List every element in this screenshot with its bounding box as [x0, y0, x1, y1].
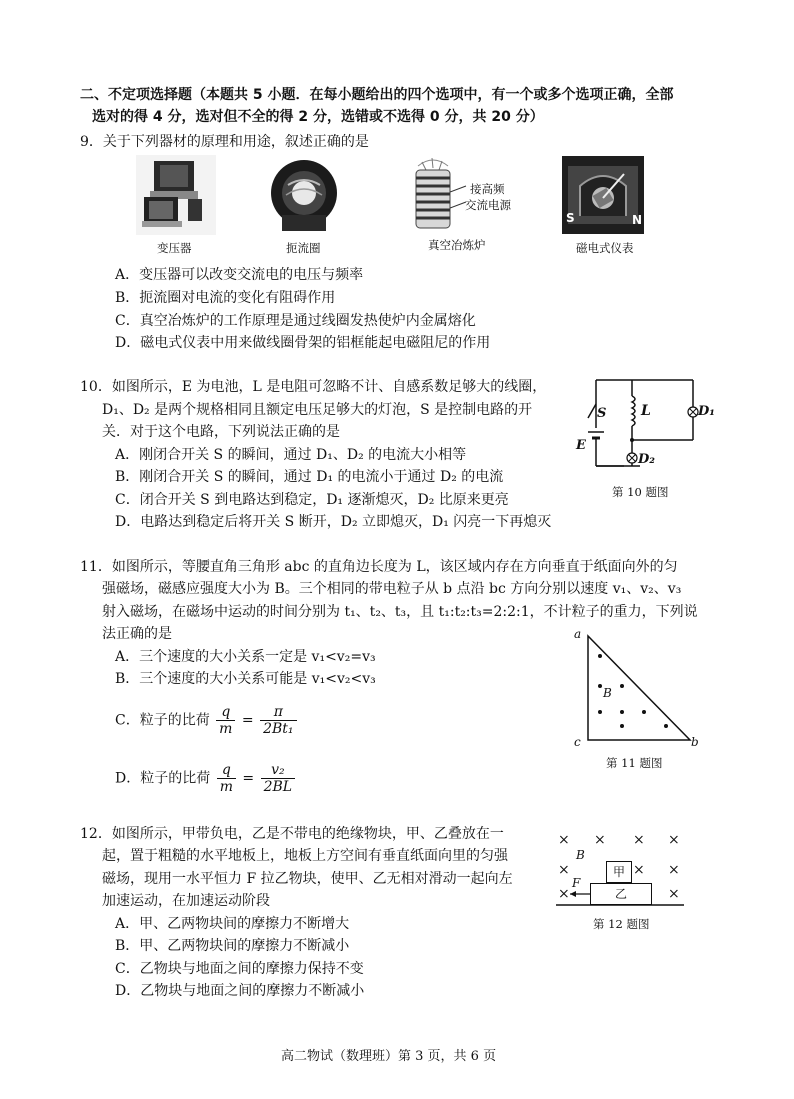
q9-option-a: A．变压器可以改变交流电的电压与频率	[115, 267, 364, 283]
force-label-f: F	[572, 876, 581, 890]
q12-option-c: C．乙物块与地面之间的摩擦力保持不变	[115, 961, 364, 977]
block-yi: 乙	[590, 883, 652, 905]
q10-option-d: D．电路达到稳定后将开关 S 断开，D₂ 立即熄灭，D₁ 闪亮一下再熄灭	[115, 514, 552, 530]
q9-option-c: C．真空冶炼炉的工作原理是通过线圈发热使炉内金属熔化	[115, 313, 476, 329]
meter-pole-s: S	[566, 211, 575, 225]
q11-option-d-eq: =	[242, 770, 255, 787]
q11-stem-line4: 法正确的是	[102, 626, 172, 642]
field-cross-icon: ×	[668, 862, 680, 878]
triangle-vertex-b: b	[691, 735, 699, 749]
triangle-vertex-c: c	[574, 735, 581, 749]
triangle-diagram	[570, 628, 710, 754]
circuit-label-s: S	[597, 406, 607, 421]
meter-caption: 磁电式仪表	[576, 241, 634, 255]
furnace-wire-icon	[450, 184, 470, 214]
q11-option-c-lhs: $\frac{q}{m}$	[216, 704, 235, 737]
q12-stem-line2: 起，置于粗糙的水平地板上，地板上方空间有垂直纸面向里的匀强	[102, 848, 508, 864]
q11-option-a: A．三个速度的大小关系一定是 v₁<v₂=v₃	[115, 649, 376, 665]
force-arrow-icon	[556, 888, 696, 908]
q11-option-c-eq: =	[241, 712, 254, 729]
circuit-label-d2: D₂	[638, 452, 655, 467]
triangle-field-b: B	[603, 686, 612, 700]
q12-stem-line3: 磁场，现用一水平恒力 F 拉乙物块，使甲、乙无相对滑动一起向左	[102, 871, 513, 887]
q12-stem-line4: 加速运动，在加速运动阶段	[102, 893, 270, 909]
field-cross-icon: ×	[558, 886, 570, 902]
q10-option-a: A．刚闭合开关 S 的瞬间，通过 D₁、D₂ 的电流大小相等	[115, 447, 467, 463]
choke-image	[268, 155, 340, 235]
furnace-note-line2: 交流电源	[465, 198, 511, 212]
q12-option-b: B．甲、乙两物块间的摩擦力不断减小	[115, 938, 350, 954]
magnetic-field-diagram	[556, 832, 696, 912]
q11-option-c	[115, 704, 299, 737]
field-cross-icon: ×	[668, 886, 680, 902]
field-cross-icon: ×	[633, 862, 645, 878]
meter-pole-n: N	[632, 213, 643, 227]
circuit-label-l: L	[641, 403, 651, 419]
page-footer: 高二物试（数理班）第 3 页，共 6 页	[281, 1049, 497, 1064]
field-label-b: B	[576, 848, 585, 862]
q10-stem-line2: D₁、D₂ 是两个规格相同且额定电压足够大的灯泡，S 是控制电路的开	[102, 402, 533, 418]
q11-option-d	[115, 762, 297, 795]
q11-option-d-prefix: D．粒子的比荷	[115, 770, 211, 787]
q11-stem-line3: 射入磁场，在磁场中运动的时间分别为 t₁、t₂、t₃，且 t₁:t₂:t₃=2:2:1，不计粒子的重力，下列说	[102, 604, 698, 620]
section-heading-line1: 二、不定项选择题（本题共 5 小题．在每小题给出的四个选项中，有一个或多个选项正确，全部	[80, 87, 674, 103]
field-cross-icon: ×	[558, 832, 570, 848]
q11-option-d-rhs: $\frac{\text{v₂}}{2BL}$	[261, 762, 296, 795]
field-cross-icon: ×	[633, 832, 645, 848]
q11-option-c-prefix: C．粒子的比荷	[115, 712, 210, 729]
q11-option-b: B．三个速度的大小关系可能是 v₁<v₂<v₃	[115, 671, 376, 687]
furnace-note-line1: 接高频	[470, 182, 505, 196]
q9-stem: 9．关于下列器材的原理和用途，叙述正确的是	[80, 134, 369, 150]
triangle-caption: 第 11 题图	[606, 756, 663, 770]
q10-stem-line1: 10．如图所示，E 为电池，L 是电阻可忽略不计、自感系数足够大的线圈，	[80, 379, 547, 395]
circuit-label-d1: D₁	[698, 404, 715, 419]
q10-option-c: C．闭合开关 S 到电路达到稳定，D₁ 逐渐熄灭，D₂ 比原来更亮	[115, 492, 509, 508]
circuit-label-e: E	[576, 438, 586, 453]
transformer-image	[136, 155, 216, 235]
q10-stem-line3: 关．对于这个电路，下列说法正确的是	[102, 424, 340, 440]
q11-stem-line1: 11．如图所示，等腰直角三角形 abc 的直角边长度为 L，该区域内存在方向垂直于纸面向外的匀	[80, 559, 678, 575]
q12-option-a: A．甲、乙两物块间的摩擦力不断增大	[115, 916, 350, 932]
q12-option-d: D．乙物块与地面之间的摩擦力不断减小	[115, 983, 365, 999]
furnace-caption: 真空冶炼炉	[428, 238, 486, 252]
magnetic-field-caption: 第 12 题图	[593, 917, 650, 931]
field-cross-icon: ×	[558, 862, 570, 878]
q11-stem-line2: 强磁场，磁感应强度大小为 B。三个相同的带电粒子从 b 点沿 bc 方向分别以速度 v₁、v₂、v₃	[102, 581, 682, 597]
transformer-caption: 变压器	[157, 241, 192, 255]
q11-option-c-rhs: $\frac{\pi}{\text{2Bt₁}}$	[260, 704, 296, 737]
q9-option-d: D．磁电式仪表中用来做线圈骨架的铝框能起电磁阻尼的作用	[115, 335, 491, 351]
section-heading-line2: 选对的得 4 分，选对但不全的得 2 分，选错或不选得 0 分，共 20 分）	[92, 109, 544, 125]
q9-option-b: B．扼流圈对电流的变化有阻碍作用	[115, 290, 336, 306]
block-jia: 甲	[606, 861, 632, 883]
q10-option-b: B．刚闭合开关 S 的瞬间，通过 D₁ 的电流小于通过 D₂ 的电流	[115, 469, 504, 485]
triangle-vertex-a: a	[574, 627, 582, 641]
circuit-caption: 第 10 题图	[612, 485, 669, 499]
choke-caption: 扼流圈	[286, 241, 321, 255]
q12-stem-line1: 12．如图所示，甲带负电，乙是不带电的绝缘物块，甲、乙叠放在一	[80, 826, 504, 842]
q11-option-d-lhs: $\frac{q}{m}$	[217, 762, 236, 795]
field-cross-icon: ×	[594, 832, 606, 848]
field-cross-icon: ×	[668, 832, 680, 848]
